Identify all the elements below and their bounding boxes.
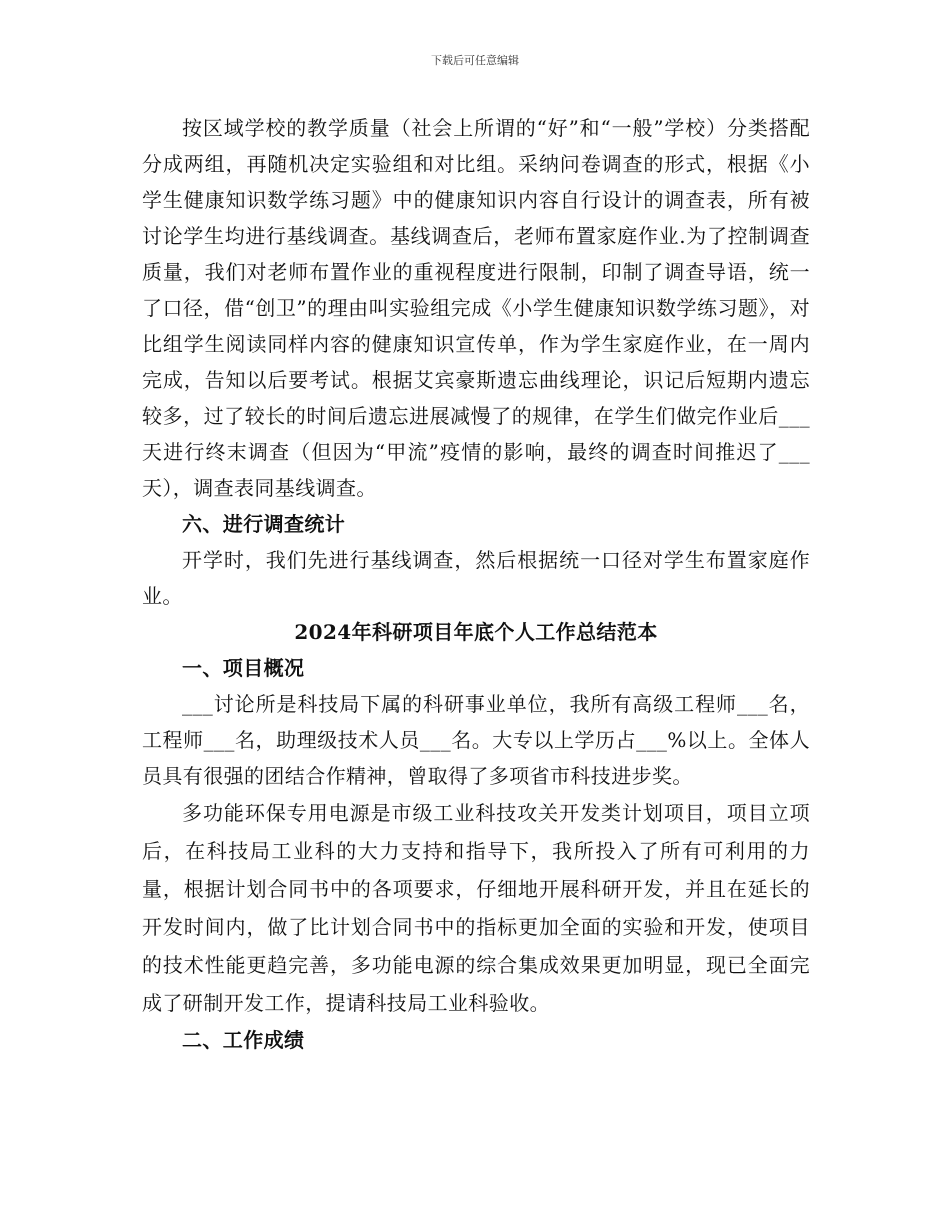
section-heading-project-overview: 一、项目概况 [182, 656, 305, 680]
paragraph-grouping-method: 按区域学校的教学质量（社会上所谓的“好”和“一般”学校）分类搭配分成两组，再随机决定实验组和对比组。采纳问卷调查的形式，根据《小学生健康知识数学练习题》中的健康知识内容自行设计的调查表，所有被讨论学生均进行基线调查。基线调查后，老师布置家庭作业.为了控制调查质量，我们对老师布置作业的重视程度进行限制，印制了调查导语，统一了口径，借“创卫”的理由叫实验组完成《小学生健康知识数学练习题》，对比组学生阅读同样内容的健康知识宣传单，作为学生家庭作业，在一周内完成，告知以后要考试。根据艾宾豪斯遗忘曲线理论，识记后短期内遗忘较多，过了较长的时间后遗忘进展减慢了的规律，在学生们做完作业后___天进行终末调查（但因为“甲流”疫情的影响，最终的调查时间推迟了___天），调查表同基线调查。 [142, 116, 810, 500]
paragraph-project-description: 多功能环保专用电源是市级工业科技攻关开发类计划项目，项目立项后，在科技局工业科的大力支持和指导下，我所投入了所有可利用的力量，根据计划合同书中的各项要求，仔细地开展科研开发，并且在延长的开发时间内，做了比计划合同书中的指标更加全面的实验和开发，使项目的技术性能更趋完善，多功能电源的综合集成效果更加明显，现已全面完成了研制开发工作，提请科技局工业科验收。 [142, 801, 810, 1015]
page-header: 下载后可任意编辑 [431, 54, 519, 67]
paragraph-institute-overview: ___讨论所是科技局下属的科研事业单位，我所有高级工程师___名，工程师___名，助理级技术人员___名。大专以上学历占___%以上。全体人员具有很强的团结合作精神，曾取得了多项省市科技进步奖。 [142, 692, 810, 788]
document-body [142, 110, 810, 1058]
section-heading-work-achievements: 二、工作成绩 [182, 1028, 305, 1052]
paragraph-baseline-survey: 开学时，我们先进行基线调查，然后根据统一口径对学生布置家庭作业。 [142, 548, 810, 608]
section-heading-survey-statistics: 六、进行调查统计 [182, 512, 346, 536]
document-title: 2024年科研项目年底个人工作总结范本 [294, 620, 658, 644]
